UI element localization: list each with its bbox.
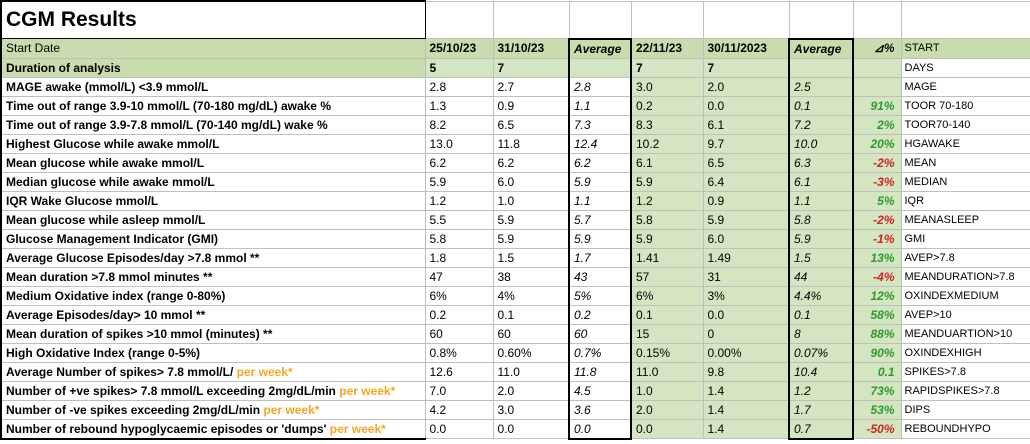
value-cell: 9.7 [703, 134, 789, 153]
duration-cell: 7 [631, 58, 703, 77]
header-cell: Average [569, 39, 631, 59]
value-cell: 0.60% [493, 343, 569, 362]
value-cell: 5.9 [631, 229, 703, 248]
row-key: HGAWAKE [901, 134, 1030, 153]
value-cell: 2.8 [569, 77, 631, 96]
value-cell: 1.4 [703, 419, 789, 439]
value-cell: 31 [703, 267, 789, 286]
value-cell: 6.1 [631, 153, 703, 172]
duration-cell: 7 [703, 58, 789, 77]
table-row [1, 324, 1030, 343]
value-cell: 8.3 [631, 115, 703, 134]
value-cell: 10.2 [631, 134, 703, 153]
row-label-text: Average Number of spikes> 7.8 mmol/L/ [6, 364, 237, 379]
value-cell: 47 [425, 267, 493, 286]
value-cell [853, 77, 901, 96]
value-cell: 11.0 [493, 362, 569, 381]
row-label-text: Medium Oxidative index (range 0-80%) [6, 288, 226, 303]
value-cell: 6.2 [569, 153, 631, 172]
row-label-text: Median glucose while awake mmol/L [6, 174, 215, 189]
title-row [1, 1, 1030, 39]
value-cell: 5.8 [425, 229, 493, 248]
row-key: OXINDEXHIGH [901, 343, 1030, 362]
value-cell: 11.8 [569, 362, 631, 381]
row-label [1, 210, 425, 229]
row-key: AVEP>7.8 [901, 248, 1030, 267]
value-cell: 8 [789, 324, 853, 343]
value-cell: 6.0 [703, 229, 789, 248]
row-key: START [901, 39, 1030, 59]
value-cell: 0.0 [569, 419, 631, 439]
value-cell: 5.9 [493, 210, 569, 229]
row-label [1, 248, 425, 267]
value-cell: 5.5 [425, 210, 493, 229]
row-key: DIPS [901, 400, 1030, 419]
value-cell: 5.9 [425, 172, 493, 191]
row-label [1, 96, 425, 115]
value-cell: 0.2 [569, 305, 631, 324]
value-cell: 0.1 [853, 362, 901, 381]
value-cell: 10.4 [789, 362, 853, 381]
row-key: MEANASLEEP [901, 210, 1030, 229]
per-week-note: per week* [329, 421, 386, 436]
value-cell: 3.0 [631, 77, 703, 96]
table-row [1, 381, 1030, 400]
value-cell: 1.3 [425, 96, 493, 115]
row-label-text: Mean glucose while awake mmol/L [6, 155, 205, 170]
duration-cell: 7 [493, 58, 569, 77]
value-cell: 43 [569, 267, 631, 286]
table-row [1, 134, 1030, 153]
row-label-text: MAGE awake (mmol/L) <3.9 mmol/L [6, 79, 209, 94]
row-key: MAGE [901, 77, 1030, 96]
row-label [1, 343, 425, 362]
value-cell: -3% [853, 172, 901, 191]
value-cell: 5.8 [631, 210, 703, 229]
value-cell: 1.5 [493, 248, 569, 267]
table-row [1, 77, 1030, 96]
value-cell: -2% [853, 153, 901, 172]
value-cell: 13.0 [425, 134, 493, 153]
per-week-note: per week* [263, 402, 320, 417]
value-cell: 6.4 [703, 172, 789, 191]
value-cell: 1.7 [569, 248, 631, 267]
value-cell: 6.3 [789, 153, 853, 172]
row-label-text: High Oxidative Index (range 0-5%) [6, 345, 201, 360]
value-cell: 3% [703, 286, 789, 305]
value-cell: 6.5 [703, 153, 789, 172]
row-label [1, 362, 425, 381]
value-cell: -50% [853, 419, 901, 439]
table-row [1, 96, 1030, 115]
value-cell: 2.0 [703, 77, 789, 96]
row-key: REBOUNDHYPO [901, 419, 1030, 439]
value-cell: 1.2 [425, 191, 493, 210]
row-label [1, 400, 425, 419]
value-cell: 2% [853, 115, 901, 134]
value-cell: 1.4 [703, 400, 789, 419]
row-label [1, 381, 425, 400]
value-cell: 5.7 [569, 210, 631, 229]
value-cell: 60 [493, 324, 569, 343]
row-label-text: Number of -ve spikes exceeding 2mg/dL/min [6, 402, 264, 417]
header-cell: 22/11/23 [631, 39, 703, 59]
row-label [1, 77, 425, 96]
value-cell: 15 [631, 324, 703, 343]
value-cell: 5.8 [789, 210, 853, 229]
duration-cell [853, 58, 901, 77]
value-cell: 3.6 [569, 400, 631, 419]
value-cell: 0.0 [631, 419, 703, 439]
table-row [1, 305, 1030, 324]
value-cell: 2.7 [493, 77, 569, 96]
value-cell: 4.2 [425, 400, 493, 419]
row-key: TOOR 70-180 [901, 96, 1030, 115]
value-cell: 0.0 [493, 419, 569, 439]
start-date-label: Start Date [1, 39, 425, 59]
value-cell: 1.1 [569, 191, 631, 210]
value-cell: 38 [493, 267, 569, 286]
table-row [1, 362, 1030, 381]
header-cell: ⊿% [853, 39, 901, 59]
value-cell: 1.2 [789, 381, 853, 400]
value-cell: 60 [425, 324, 493, 343]
value-cell: 0 [703, 324, 789, 343]
row-label [1, 324, 425, 343]
value-cell: -2% [853, 210, 901, 229]
table-row [1, 115, 1030, 134]
table-row [1, 153, 1030, 172]
value-cell: 0.15% [631, 343, 703, 362]
duration-cell [789, 58, 853, 77]
value-cell: 12.6 [425, 362, 493, 381]
table-row [1, 210, 1030, 229]
row-key: MEDIAN [901, 172, 1030, 191]
row-key: IQR [901, 191, 1030, 210]
value-cell: 12.4 [569, 134, 631, 153]
value-cell: 1.7 [789, 400, 853, 419]
per-week-note: per week* [339, 383, 396, 398]
value-cell: 5.9 [789, 229, 853, 248]
row-label-text: Glucose Management Indicator (GMI) [6, 231, 219, 246]
value-cell: 4% [493, 286, 569, 305]
value-cell: 3.0 [493, 400, 569, 419]
row-label [1, 153, 425, 172]
value-cell: 0.0 [703, 96, 789, 115]
duration-row [1, 58, 1030, 77]
value-cell: 5.9 [569, 172, 631, 191]
value-cell: 57 [631, 267, 703, 286]
value-cell: 2.8 [425, 77, 493, 96]
row-label-text: Average Glucose Episodes/day >7.8 mmol ** [6, 250, 260, 265]
value-cell: 88% [853, 324, 901, 343]
value-cell: 53% [853, 400, 901, 419]
row-label-text: Number of +ve spikes> 7.8 mmol/L exceeding 2mg/dL/min [6, 383, 340, 398]
value-cell: 1.8 [425, 248, 493, 267]
value-cell: 13% [853, 248, 901, 267]
row-label-text: Mean duration >7.8 mmol minutes ** [6, 269, 213, 284]
value-cell: 11.8 [493, 134, 569, 153]
header-cell: 30/11/2023 [703, 39, 789, 59]
value-cell: 5% [569, 286, 631, 305]
value-cell: 6.2 [493, 153, 569, 172]
value-cell: 1.1 [789, 191, 853, 210]
value-cell: 0.1 [493, 305, 569, 324]
value-cell: 7.0 [425, 381, 493, 400]
table-row [1, 419, 1030, 439]
row-key: MEANDURATION>7.8 [901, 267, 1030, 286]
value-cell: 0.7 [789, 419, 853, 439]
value-cell: 9.8 [703, 362, 789, 381]
header-cell: 25/10/23 [425, 39, 493, 59]
row-label-text: Mean glucose while asleep mmol/L [6, 212, 206, 227]
value-cell: 0.2 [425, 305, 493, 324]
value-cell: 1.1 [569, 96, 631, 115]
value-cell: 0.7% [569, 343, 631, 362]
value-cell: 8.2 [425, 115, 493, 134]
value-cell: 5.9 [569, 229, 631, 248]
value-cell: 6.1 [703, 115, 789, 134]
value-cell: 0.0 [703, 305, 789, 324]
header-cell: 31/10/23 [493, 39, 569, 59]
row-key: MEANDUARTION>10 [901, 324, 1030, 343]
row-label-text: Time out of range 3.9-7.8 mmol/L (70-140 mg/dL) wake % [6, 117, 328, 132]
value-cell: 60 [569, 324, 631, 343]
table-row [1, 172, 1030, 191]
duration-cell: 5 [425, 58, 493, 77]
value-cell: 11.0 [631, 362, 703, 381]
row-key: OXINDEXMEDIUM [901, 286, 1030, 305]
value-cell: 2.0 [493, 381, 569, 400]
row-label-text: Number of rebound hypoglycaemic episodes or 'dumps' [6, 421, 330, 436]
value-cell: 4.4% [789, 286, 853, 305]
value-cell: 0.9 [703, 191, 789, 210]
page-title: CGM Results [1, 1, 425, 39]
row-label [1, 172, 425, 191]
value-cell: 1.0 [493, 191, 569, 210]
value-cell: 6.5 [493, 115, 569, 134]
table-row [1, 286, 1030, 305]
row-label-text: Mean duration of spikes >10 mmol (minutes) ** [6, 326, 273, 341]
value-cell: 1.41 [631, 248, 703, 267]
value-cell: 0.9 [493, 96, 569, 115]
value-cell: 0.8% [425, 343, 493, 362]
value-cell: 73% [853, 381, 901, 400]
value-cell: 0.1 [631, 305, 703, 324]
duration-label: Duration of analysis [1, 58, 425, 77]
row-key: TOOR70-140 [901, 115, 1030, 134]
value-cell: 7.2 [789, 115, 853, 134]
value-cell: 0.07% [789, 343, 853, 362]
value-cell: 0.00% [703, 343, 789, 362]
value-cell: 1.2 [631, 191, 703, 210]
row-key: AVEP>10 [901, 305, 1030, 324]
value-cell: 44 [789, 267, 853, 286]
value-cell: 90% [853, 343, 901, 362]
value-cell: 58% [853, 305, 901, 324]
value-cell: 6% [631, 286, 703, 305]
header-cell: Average [789, 39, 853, 59]
table-row [1, 248, 1030, 267]
value-cell: 6% [425, 286, 493, 305]
row-key: GMI [901, 229, 1030, 248]
value-cell: 5.9 [493, 229, 569, 248]
value-cell: 12% [853, 286, 901, 305]
table-row [1, 267, 1030, 286]
table-row [1, 400, 1030, 419]
row-label [1, 134, 425, 153]
row-label [1, 115, 425, 134]
value-cell: -4% [853, 267, 901, 286]
row-label-text: Highest Glucose while awake mmol/L [6, 136, 220, 151]
value-cell: 5.9 [631, 172, 703, 191]
header-row [1, 39, 1030, 59]
value-cell: 6.1 [789, 172, 853, 191]
value-cell: 4.5 [569, 381, 631, 400]
value-cell: 20% [853, 134, 901, 153]
row-label-text: Average Episodes/day> 10 mmol ** [6, 307, 206, 322]
per-week-note: per week* [236, 364, 293, 379]
value-cell: 2.5 [789, 77, 853, 96]
value-cell: 1.5 [789, 248, 853, 267]
value-cell: 5.9 [703, 210, 789, 229]
value-cell: 7.3 [569, 115, 631, 134]
table-row [1, 229, 1030, 248]
value-cell: 0.1 [789, 305, 853, 324]
row-label [1, 419, 425, 439]
duration-cell [569, 58, 631, 77]
row-label [1, 267, 425, 286]
value-cell: 10.0 [789, 134, 853, 153]
row-key: SPIKES>7.8 [901, 362, 1030, 381]
row-label [1, 191, 425, 210]
value-cell: 6.2 [425, 153, 493, 172]
value-cell: 0.0 [425, 419, 493, 439]
value-cell: 1.49 [703, 248, 789, 267]
row-label [1, 305, 425, 324]
row-label-text: IQR Wake Glucose mmol/L [6, 193, 159, 208]
table-row [1, 191, 1030, 210]
row-key: RAPIDSPIKES>7.8 [901, 381, 1030, 400]
value-cell: 6.0 [493, 172, 569, 191]
value-cell: 91% [853, 96, 901, 115]
value-cell: 5% [853, 191, 901, 210]
table-row [1, 343, 1030, 362]
value-cell: 1.0 [631, 381, 703, 400]
row-label-text: Time out of range 3.9-10 mmol/L (70-180 mg/dL) awake % [6, 98, 331, 113]
row-key: DAYS [901, 58, 1030, 77]
value-cell: 2.0 [631, 400, 703, 419]
value-cell: 0.1 [789, 96, 853, 115]
row-label [1, 286, 425, 305]
value-cell: 1.4 [703, 381, 789, 400]
row-label [1, 229, 425, 248]
value-cell: 0.2 [631, 96, 703, 115]
row-key: MEAN [901, 153, 1030, 172]
value-cell: -1% [853, 229, 901, 248]
